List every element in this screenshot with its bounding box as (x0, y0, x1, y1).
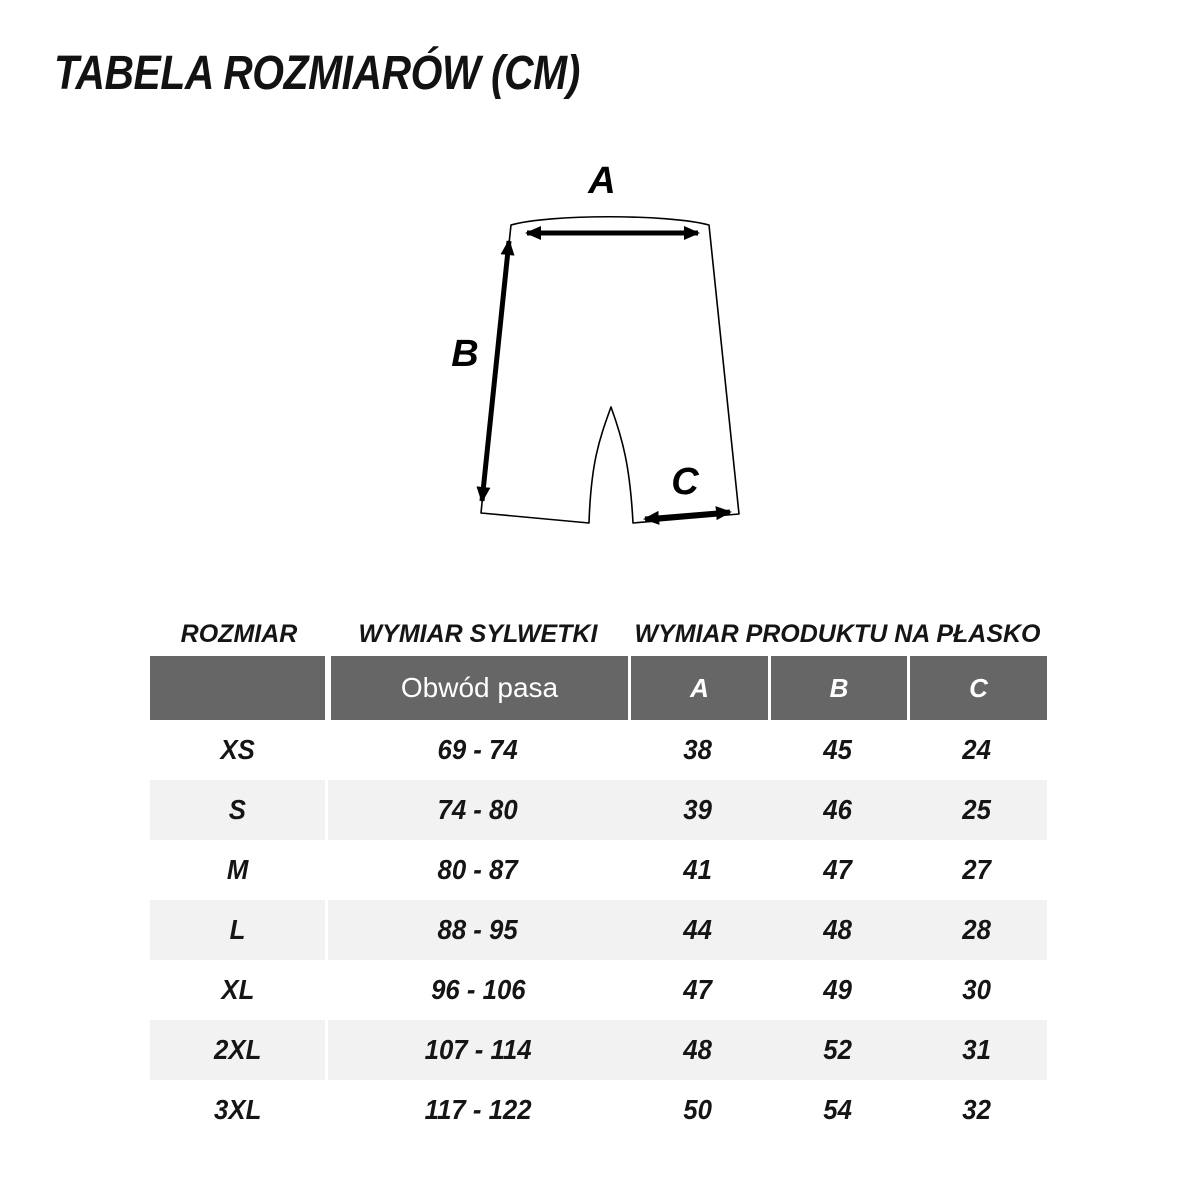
table-row-2xl (150, 1020, 1047, 1080)
group-header-product-measure: WYMIAR PRODUKTU NA PŁASKO (634, 619, 1041, 648)
a-value: 50 (628, 1080, 768, 1140)
b-value: 46 (768, 780, 907, 840)
diagram-label-b: B (451, 333, 479, 375)
c-value: 28 (907, 900, 1047, 960)
table-row-xs (150, 720, 1047, 780)
c-value: 30 (907, 960, 1047, 1020)
waist-value: 117 - 122 (328, 1080, 628, 1140)
measure-arrow-b (482, 241, 509, 501)
size-label: XL (150, 960, 328, 1020)
table-row-xl (150, 960, 1047, 1020)
size-table (150, 612, 1047, 1140)
size-label: 3XL (150, 1080, 328, 1140)
waist-value: 80 - 87 (328, 840, 628, 900)
b-value: 49 (768, 960, 907, 1020)
b-value: 48 (768, 900, 907, 960)
group-header-size: ROZMIAR (180, 619, 298, 648)
c-value: 32 (907, 1080, 1047, 1140)
b-value: 54 (768, 1080, 907, 1140)
waist-value: 74 - 80 (328, 780, 628, 840)
table-subheader-row (150, 656, 1047, 720)
b-value: 47 (768, 840, 907, 900)
size-label: L (150, 900, 328, 960)
waist-value: 88 - 95 (328, 900, 628, 960)
group-header-body-measure: WYMIAR SYLWETKI (358, 619, 598, 648)
a-value: 48 (628, 1020, 768, 1080)
c-value: 27 (907, 840, 1047, 900)
subheader-b: B (768, 656, 907, 720)
c-value: 31 (907, 1020, 1047, 1080)
a-value: 41 (628, 840, 768, 900)
table-row-l (150, 900, 1047, 960)
table-row-m (150, 840, 1047, 900)
shorts-outline (481, 217, 739, 523)
size-label: S (150, 780, 328, 840)
subheader-empty (150, 656, 328, 720)
table-row-3xl (150, 1080, 1047, 1140)
b-value: 45 (768, 720, 907, 780)
diagram-label-a: A (588, 160, 616, 202)
a-value: 44 (628, 900, 768, 960)
b-value: 52 (768, 1020, 907, 1080)
subheader-c: C (907, 656, 1047, 720)
measure-arrow-c (645, 512, 730, 519)
table-row-s (150, 780, 1047, 840)
size-label: M (150, 840, 328, 900)
size-label: 2XL (150, 1020, 328, 1080)
waist-value: 69 - 74 (328, 720, 628, 780)
page-title: TABELA ROZMIARÓW (CM) (54, 47, 580, 100)
c-value: 25 (907, 780, 1047, 840)
a-value: 39 (628, 780, 768, 840)
a-value: 38 (628, 720, 768, 780)
a-value: 47 (628, 960, 768, 1020)
size-label: XS (150, 720, 328, 780)
subheader-waist: Obwód pasa (328, 656, 628, 720)
diagram-label-c: C (671, 461, 699, 503)
table-group-header-row (150, 612, 1047, 656)
subheader-a: A (628, 656, 768, 720)
waist-value: 96 - 106 (328, 960, 628, 1020)
waist-value: 107 - 114 (328, 1020, 628, 1080)
c-value: 24 (907, 720, 1047, 780)
shorts-diagram (440, 148, 780, 560)
